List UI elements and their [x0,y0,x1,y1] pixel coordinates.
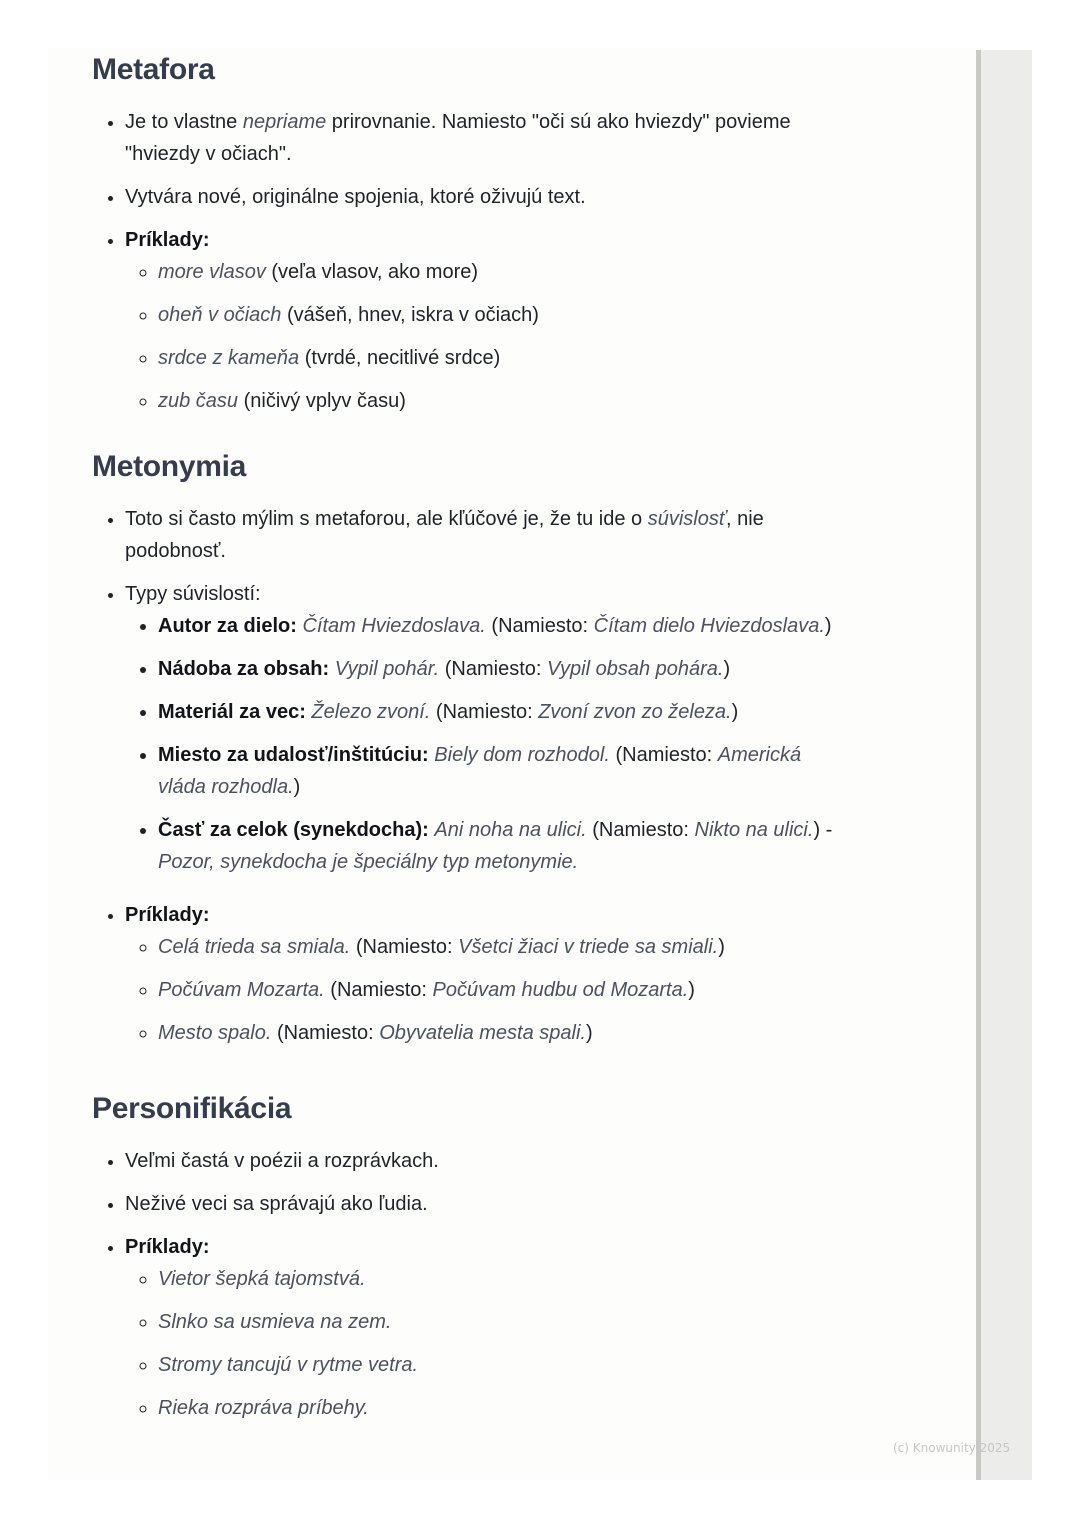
list-item [158,610,852,642]
examples-label: Príklady: [125,904,210,926]
watermark: (c) Knowunity 2025 [893,1441,1011,1455]
italic-text: Počúvam hudbu od Mozarta. [432,979,689,1001]
bold-text: Materiál za vec: [158,701,306,723]
text: , nie podobnosť. [125,508,764,562]
types-label: Typy súvislostí: [125,583,261,605]
list-item [158,385,852,417]
italic-text: Celá trieda sa smiala. [158,936,351,958]
italic-text: Pozor, synekdocha je špeciálny typ metonymie. [158,851,579,873]
section-personifikacia [92,1089,852,1424]
italic-text: Slnko sa usmieva na zem. [158,1311,392,1333]
document-content [92,50,852,1435]
sub-list [125,931,852,1049]
list-item: • Neživé veci sa správajú ako ľudia. [125,1188,852,1220]
section-metonymia [92,447,852,1049]
section-metafora [92,50,852,417]
bold-text: Časť za celok (synekdocha): [158,819,429,841]
text: (Namiesto: [430,701,539,723]
examples-label: Príklady: [125,229,210,251]
text: ) [293,776,301,798]
text: (Namiesto: [271,1022,380,1044]
list-item: • Vytvára nové, originálne spojenia, ktoré oživujú text. [125,181,852,213]
bold-text: Nádoba za obsah: [158,658,330,680]
italic-text: Obyvatelia mesta spali. [379,1022,586,1044]
text: (Namiesto: [324,979,433,1001]
list-item [158,256,852,288]
list-item [158,1263,852,1295]
text: (tvrdé, necitlivé srdce) [299,347,501,369]
list-item [125,106,852,170]
italic-text: Vietor šepká tajomstvá. [158,1268,366,1290]
italic-text: oheň v očiach [158,304,282,326]
list-item [158,814,852,878]
bullet-list [92,106,852,417]
text: ) [723,658,731,680]
italic-text: more vlasov [158,261,266,283]
italic-text: Mesto spalo. [158,1022,272,1044]
italic-text: Vypil pohár. [334,658,440,680]
italic-text: nepriame [242,111,327,133]
text: ) [731,701,739,723]
examples-label: Príklady: [125,1236,210,1258]
text: ) [824,615,832,637]
list-item [158,1392,852,1424]
text: Je to vlastne [125,111,243,133]
list-item [125,224,852,417]
text: ) [688,979,695,1001]
text: ) [585,1022,593,1044]
sub-list [125,610,852,878]
text: (veľa vlasov, ako more) [265,261,479,283]
sub-list [125,256,852,417]
list-item [125,1231,852,1424]
text: (Namiesto: [439,658,548,680]
section-title: Metonymia [92,450,246,483]
list-item [158,974,852,1006]
section-title: Metafora [92,53,215,86]
text: (Namiesto: [609,744,718,766]
italic-text: srdce z kameňa [158,347,300,369]
list-item [125,899,852,1049]
italic-text: Čítam Hviezdoslava. [302,615,486,637]
list-item [158,1349,852,1381]
list-item: • Veľmi častá v poézii a rozprávkach. [125,1145,852,1177]
list-item [158,1306,852,1338]
bold-text: Miesto za udalosť/inštitúciu: [158,744,429,766]
text: (vášeň, hnev, iskra v očiach) [281,304,539,326]
list-item [158,739,852,803]
text: prirovnanie. Namiesto "oči sú ako hviezdy" povieme "hviezdy v očiach". [125,111,791,165]
bold-text: Autor za dielo: [158,615,297,637]
list-item [125,503,852,567]
italic-text: Zvoní zvon zo železa. [538,701,732,723]
italic-text: Všetci žiaci v triede sa smiali. [458,936,719,958]
list-item [158,299,852,331]
side-divider [976,50,981,1480]
italic-text: súvislosť [647,508,726,530]
list-item [125,578,852,888]
section-title: Personifikácia [92,1092,292,1125]
italic-text: Biely dom rozhodol. [434,744,610,766]
italic-text: Stromy tancujú v rytme vetra. [158,1354,419,1376]
text: (Namiesto: [586,819,695,841]
italic-text: Vypil obsah pohára. [547,658,724,680]
list-item [158,931,852,963]
italic-text: Nikto na ulici. [694,819,814,841]
text: (Namiesto: [485,615,594,637]
italic-text: Čítam dielo Hviezdoslava. [593,615,825,637]
list-item [158,696,852,728]
text: ) [718,936,725,958]
italic-text: Rieka rozpráva príbehy. [158,1397,369,1419]
text: (Namiesto: [350,936,459,958]
bullet-list [92,503,852,1049]
text: (ničivý vplyv času) [238,390,406,412]
list-item [158,653,852,685]
list-item [158,1017,852,1049]
italic-text: Počúvam Mozarta. [158,979,325,1001]
list-item [158,342,852,374]
side-strip [976,50,1032,1480]
italic-text: Železo zvoní. [311,701,431,723]
text: Toto si často mýlim s metaforou, ale kľúčové je, že tu ide o [125,508,648,530]
italic-text: Ani noha na ulici. [434,819,587,841]
italic-text: Americká vláda rozhodla. [158,744,802,798]
sub-list [125,1263,852,1424]
bullet-list [92,1145,852,1424]
italic-text: zub času [158,390,239,412]
text: ) - [813,819,833,841]
